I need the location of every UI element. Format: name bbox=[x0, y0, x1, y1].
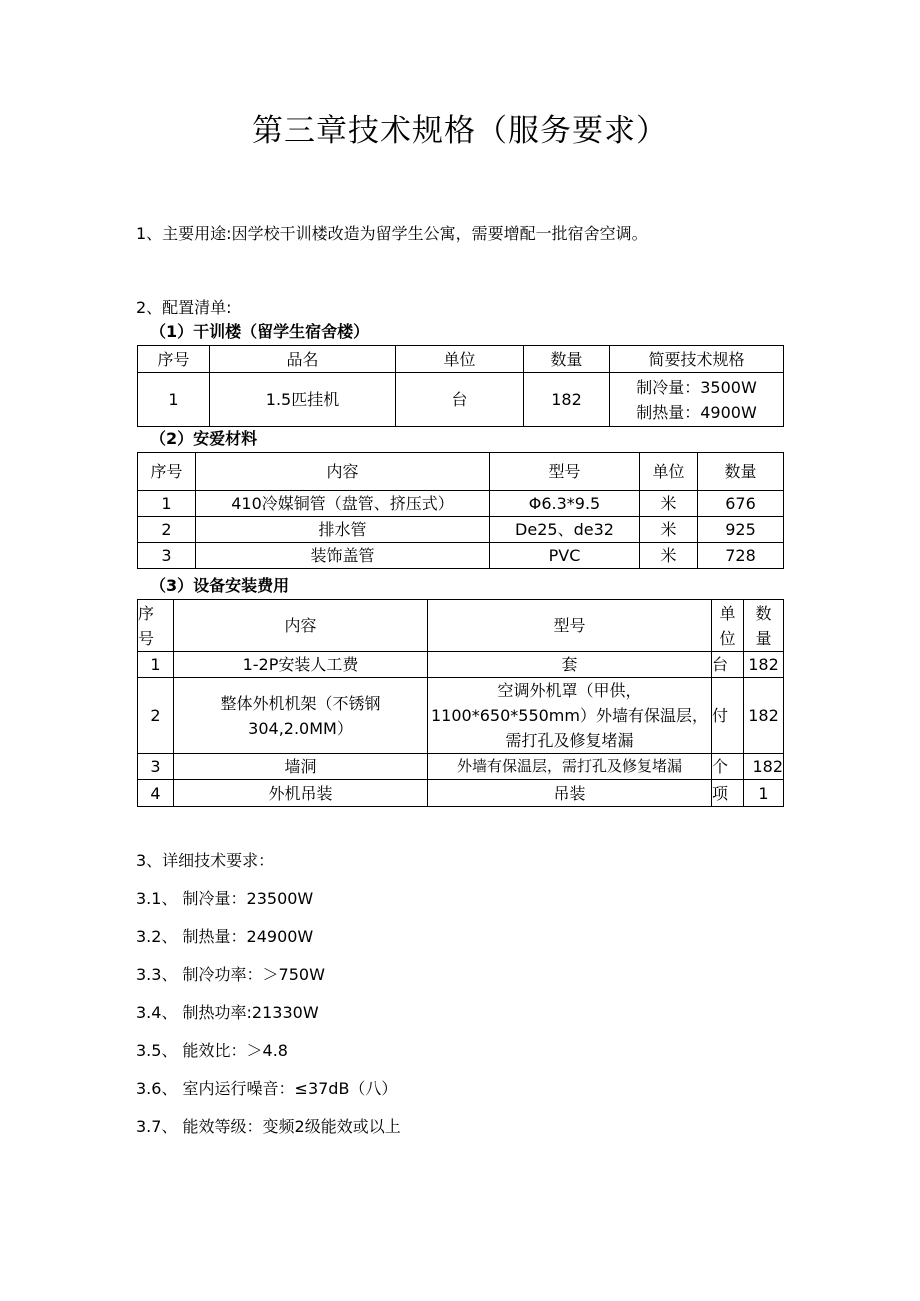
table3-header-unit-line: 位 bbox=[719, 628, 736, 648]
table3-cell-no: 1 bbox=[138, 652, 174, 678]
table2-cell-no: 2 bbox=[138, 517, 196, 543]
table3-header-no-line: 序 bbox=[138, 603, 155, 623]
table3-header-unit-line: 单 bbox=[719, 603, 736, 623]
table3-cell-no: 3 bbox=[138, 754, 174, 780]
detail-item: 3.1、 制冷量：23500W bbox=[136, 889, 314, 908]
table3-cell-unit: 台 bbox=[712, 652, 744, 678]
table-row bbox=[138, 678, 784, 754]
table3-cell-unit: 个 bbox=[712, 754, 744, 780]
table-row bbox=[138, 543, 784, 569]
table3-cell-model: 外墙有保温层，需打孔及修复堵漏 bbox=[428, 754, 712, 780]
detail-item: 3.7、 能效等级：变频2级能效或以上 bbox=[136, 1117, 401, 1136]
table2-cell-content: 410冷媒铜管（盘管、挤压式） bbox=[196, 491, 490, 517]
table2-header-model: 型号 bbox=[490, 453, 640, 491]
table3-cell-qty: 1 bbox=[744, 780, 784, 807]
table3-model-line: 1100*650*550mm）外墙有保温层， bbox=[431, 706, 708, 725]
table-row bbox=[138, 652, 784, 678]
table-row bbox=[138, 780, 784, 807]
table2-header-row bbox=[138, 453, 784, 491]
table3-cell-model: 吊装 bbox=[428, 780, 712, 807]
table3-cell-no: 4 bbox=[138, 780, 174, 807]
table3-header-content: 内容 bbox=[174, 600, 428, 652]
table2-cell-qty: 728 bbox=[698, 543, 784, 569]
table2-cell-no: 3 bbox=[138, 543, 196, 569]
table3-cell-qty: 182 bbox=[744, 678, 784, 754]
table3-cell-content: 1-2P安装人工费 bbox=[174, 652, 428, 678]
table3-cell-content bbox=[174, 678, 428, 754]
detail-item: 3.6、 室内运行噪音：≤37dB（八） bbox=[136, 1079, 398, 1098]
table-row bbox=[138, 754, 784, 780]
table1-header-qty: 数量 bbox=[524, 346, 610, 373]
table3-cell-content: 外机吊装 bbox=[174, 780, 428, 807]
detail-item: 3.3、 制冷功率：＞750W bbox=[136, 965, 325, 984]
detail-item: 3.5、 能效比：＞4.8 bbox=[136, 1041, 288, 1060]
table2-header-unit: 单位 bbox=[640, 453, 698, 491]
table3-header-no bbox=[138, 600, 174, 652]
table2-cell-model: PVC bbox=[490, 543, 640, 569]
table2-cell-unit: 米 bbox=[640, 491, 698, 517]
table3-cell-model: 套 bbox=[428, 652, 712, 678]
table-row bbox=[138, 373, 784, 427]
table3-cell-content: 墙洞 bbox=[174, 754, 428, 780]
table3-cell-unit: 项 bbox=[712, 780, 744, 807]
table1 bbox=[137, 345, 784, 427]
config-heading: 2、配置清单: bbox=[136, 298, 232, 317]
table3-header-row bbox=[138, 600, 784, 652]
table1-header-row bbox=[138, 346, 784, 373]
table3-heading: （3）设备安装费用 bbox=[150, 576, 290, 595]
table3-header-qty bbox=[744, 600, 784, 652]
table2-heading: （2）安爱材料 bbox=[150, 429, 258, 448]
table2-cell-content: 排水管 bbox=[196, 517, 490, 543]
table2-cell-qty: 676 bbox=[698, 491, 784, 517]
table3-header-no-line: 号 bbox=[138, 628, 155, 648]
table2-cell-unit: 米 bbox=[640, 543, 698, 569]
spec-line-cooling: 制冷量：3500W bbox=[636, 377, 757, 397]
table2-cell-unit: 米 bbox=[640, 517, 698, 543]
table-row bbox=[138, 517, 784, 543]
purpose-text: 1、主要用途:因学校干训楼改造为留学生公寓，需要增配一批宿舍空调。 bbox=[136, 224, 648, 243]
table3-model-line: 需打孔及修复堵漏 bbox=[505, 731, 634, 750]
table3-cell-qty: 182 bbox=[744, 652, 784, 678]
table1-cell-no: 1 bbox=[138, 373, 210, 427]
table3-header-qty-line: 数 bbox=[755, 603, 772, 623]
table2-header-content: 内容 bbox=[196, 453, 490, 491]
page-title: 第三章技术规格（服务要求） bbox=[252, 113, 668, 149]
table1-cell-qty: 182 bbox=[524, 373, 610, 427]
detail-item: 3.2、 制热量：24900W bbox=[136, 927, 314, 946]
table2-cell-qty: 925 bbox=[698, 517, 784, 543]
details-heading: 3、详细技术要求： bbox=[136, 851, 275, 870]
table3-content-line: 304,2.0MM） bbox=[248, 718, 353, 738]
table1-cell-name: 1.5匹挂机 bbox=[210, 373, 396, 427]
table3-cell-qty: 182 bbox=[744, 754, 784, 780]
table1-cell-unit: 台 bbox=[396, 373, 524, 427]
table1-header-no: 序号 bbox=[138, 346, 210, 373]
table1-header-spec: 简要技术规格 bbox=[610, 346, 784, 373]
table3-header-model: 型号 bbox=[428, 600, 712, 652]
table3-header-qty-line: 量 bbox=[755, 628, 772, 648]
table2-cell-model: De25、de32 bbox=[490, 517, 640, 543]
spec-line-heating: 制热量：4900W bbox=[636, 402, 757, 422]
table2-header-qty: 数量 bbox=[698, 453, 784, 491]
table3-cell-no: 2 bbox=[138, 678, 174, 754]
table3-cell-model bbox=[428, 678, 712, 754]
table2 bbox=[137, 452, 784, 569]
table3-cell-unit: 付 bbox=[712, 678, 744, 754]
table1-header-name: 品名 bbox=[210, 346, 396, 373]
table2-cell-model: Φ6.3*9.5 bbox=[490, 491, 640, 517]
table2-cell-no: 1 bbox=[138, 491, 196, 517]
table3-header-unit bbox=[712, 600, 744, 652]
table1-cell-spec bbox=[610, 373, 784, 427]
table1-header-unit: 单位 bbox=[396, 346, 524, 373]
table3-model-line: 空调外机罩（甲供， bbox=[497, 681, 642, 700]
table1-heading: （1）干训楼（留学生宿舍楼） bbox=[150, 322, 370, 341]
table3-content-line: 整体外机机架（不锈钢 bbox=[220, 693, 381, 713]
table2-cell-content: 装饰盖管 bbox=[196, 543, 490, 569]
table-row bbox=[138, 491, 784, 517]
detail-item: 3.4、 制热功率:21330W bbox=[136, 1003, 319, 1022]
table2-header-no: 序号 bbox=[138, 453, 196, 491]
table3 bbox=[137, 599, 784, 807]
